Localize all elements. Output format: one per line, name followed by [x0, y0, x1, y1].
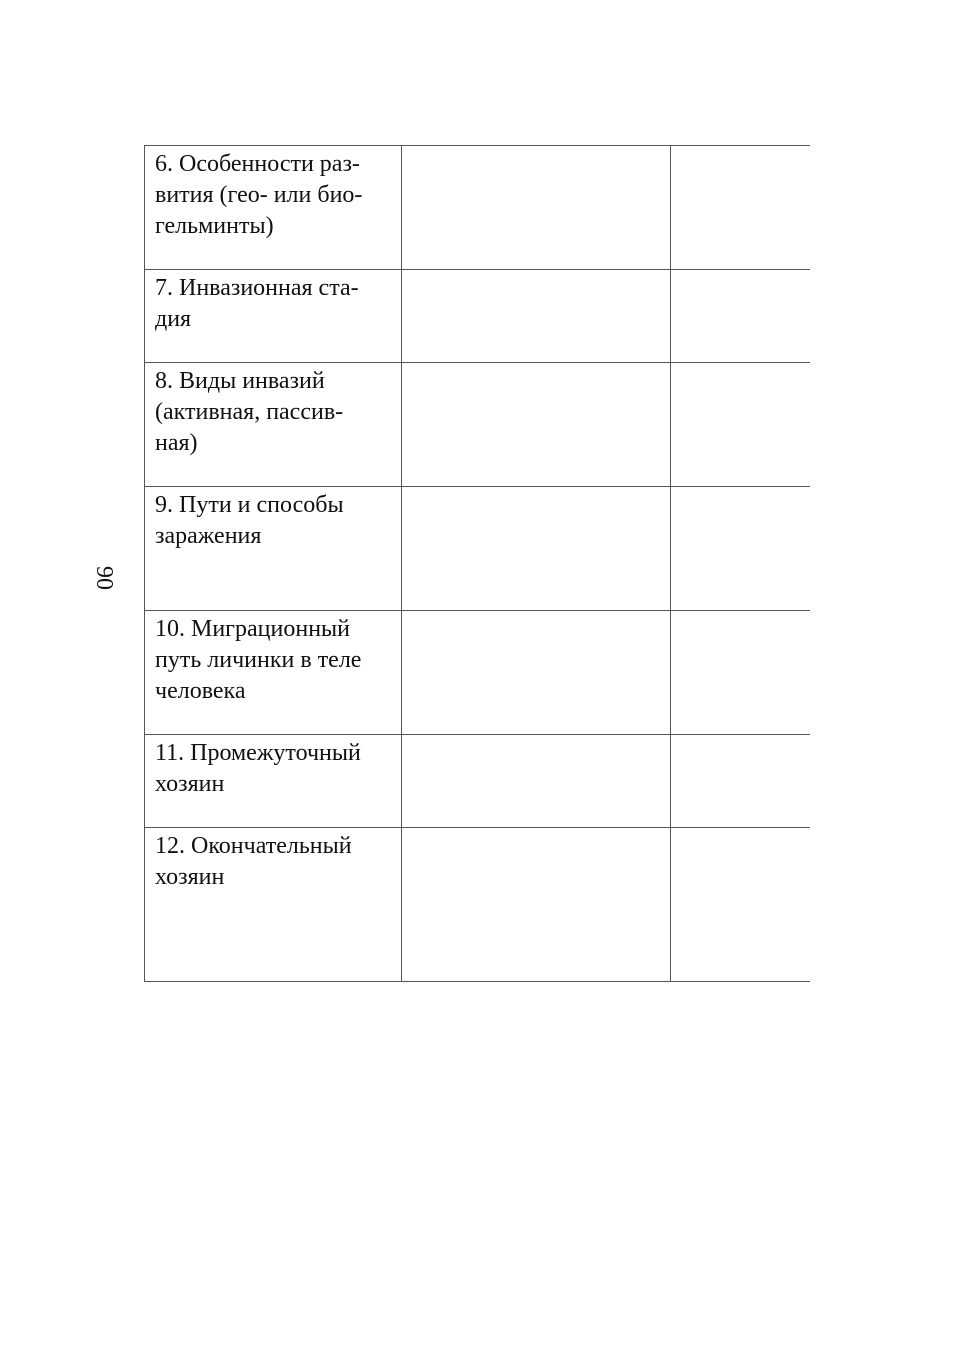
answer-cell: [402, 146, 671, 270]
answer-cell: [671, 146, 810, 270]
characteristics-table: [144, 145, 810, 982]
row-label: 8. Виды инвазий (активная, пассив- ная): [155, 368, 344, 456]
row-label-cell: [145, 363, 402, 487]
row-label-cell: [145, 146, 402, 270]
answer-cell: [402, 270, 671, 363]
row-label-cell: [145, 487, 402, 611]
answer-cell: [402, 611, 671, 735]
answer-cell: [671, 270, 810, 363]
answer-cell: [671, 363, 810, 487]
answer-cell: [402, 828, 671, 982]
answer-cell: [671, 611, 810, 735]
row-label: 7. Инвазионная ста- дия: [155, 275, 359, 332]
table-row: [145, 363, 810, 487]
row-label-cell: [145, 735, 402, 828]
answer-cell: [671, 735, 810, 828]
row-label-cell: [145, 828, 402, 982]
answer-cell: [402, 487, 671, 611]
row-label: 9. Пути и способы заражения: [155, 492, 344, 549]
table-row: [145, 611, 810, 735]
table-row: [145, 146, 810, 270]
answer-cell: [671, 828, 810, 982]
row-label: 12. Окончательный хозяин: [155, 833, 352, 890]
answer-cell: [402, 363, 671, 487]
row-label-cell: [145, 611, 402, 735]
table-row: [145, 735, 810, 828]
row-label: 10. Миграционный путь личинки в теле человека: [155, 616, 362, 704]
answer-cell: [671, 487, 810, 611]
table-row: [145, 828, 810, 982]
row-label: 11. Промежуточный хозяин: [155, 740, 361, 797]
table-row: [145, 270, 810, 363]
page-number: 90: [91, 566, 117, 590]
row-label: 6. Особенности раз- вития (гео- или био- гельминты): [155, 151, 363, 239]
answer-cell: [402, 735, 671, 828]
table-row: [145, 487, 810, 611]
row-label-cell: [145, 270, 402, 363]
